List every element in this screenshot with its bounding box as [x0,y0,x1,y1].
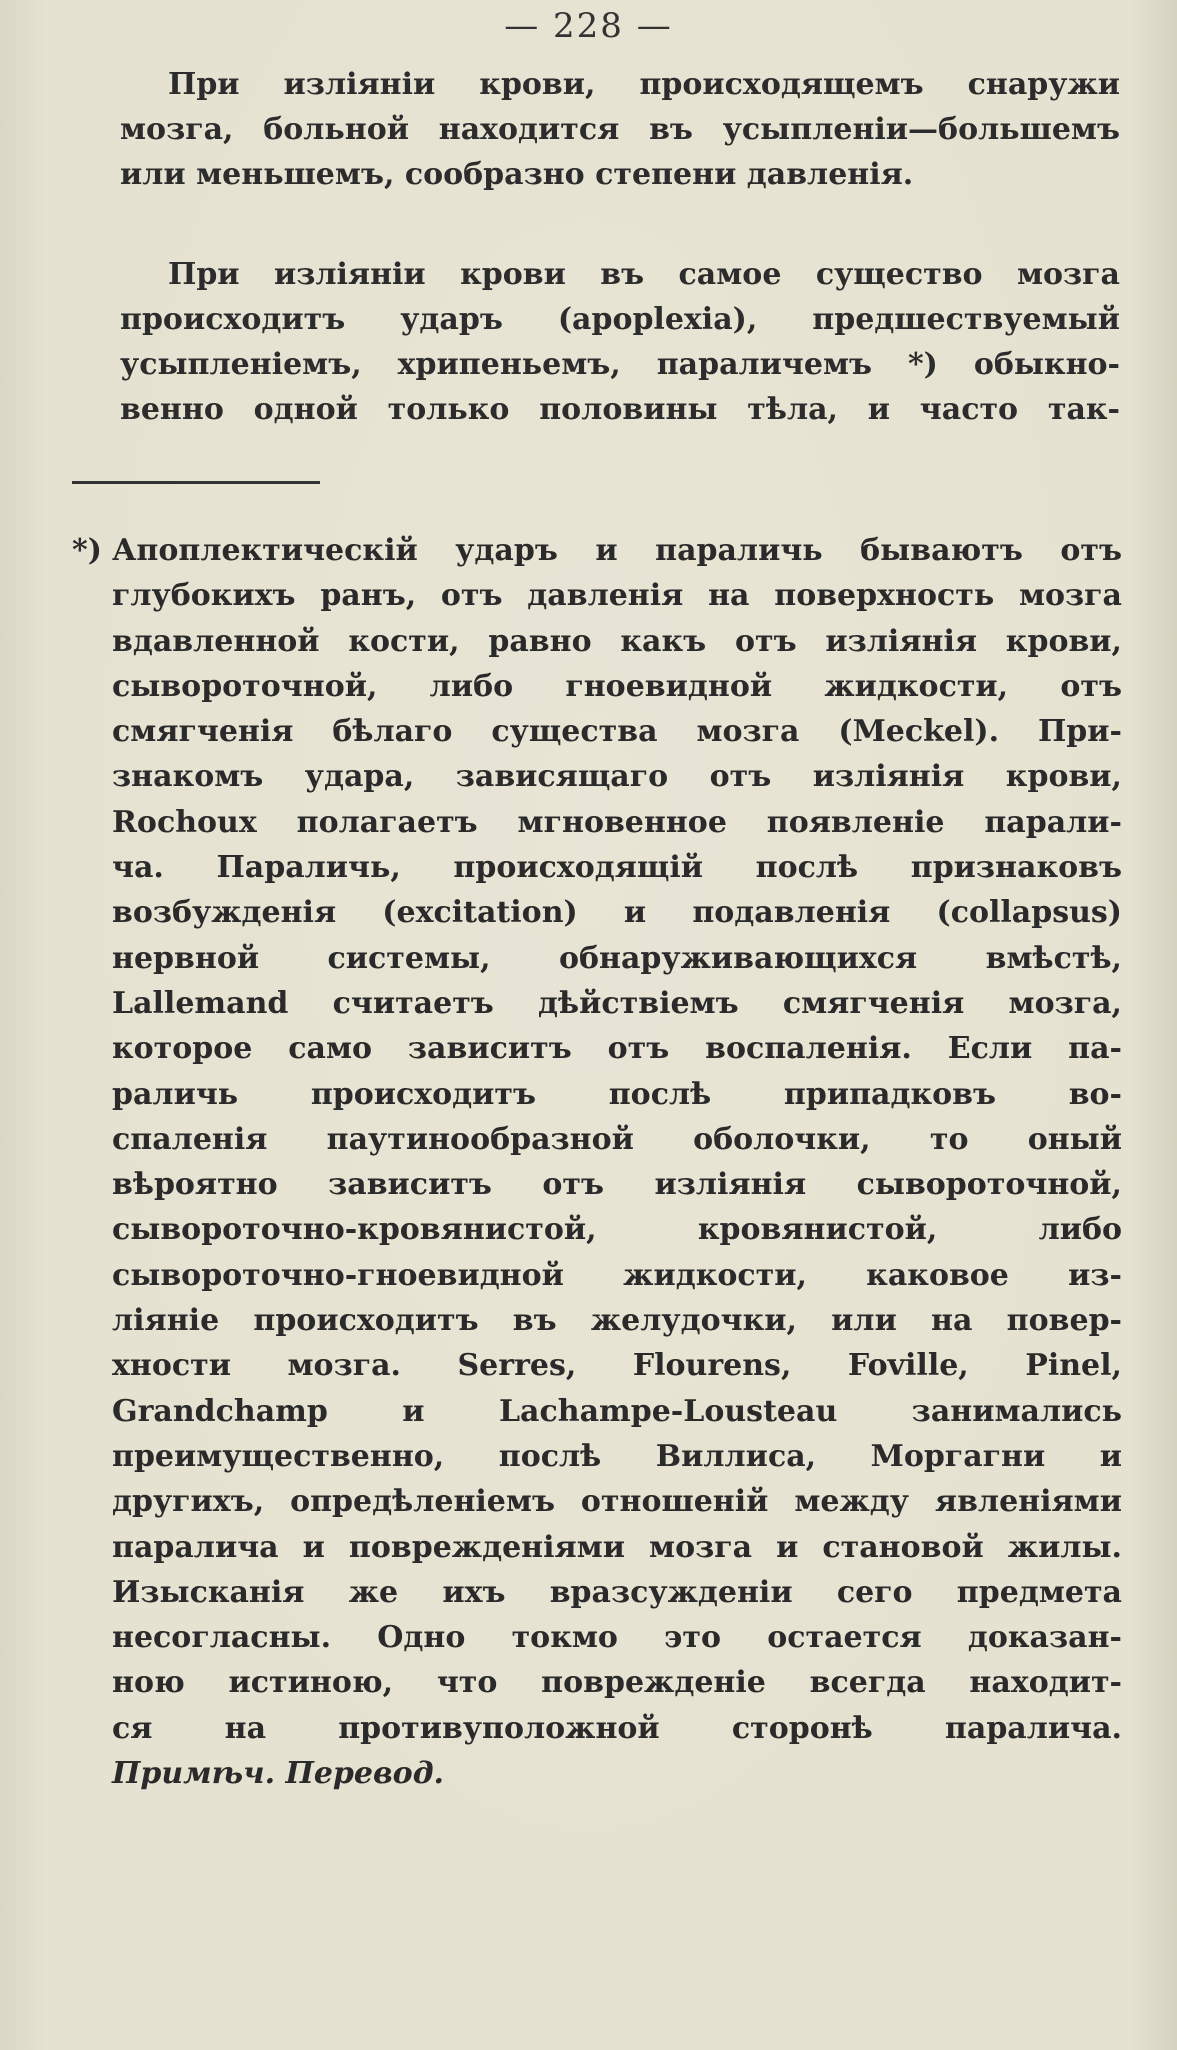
page-number: — 228 — [504,6,673,46]
footnote-line: Изысканія же ихъ вразсужденіи сего предмета [112,1574,1122,1610]
text-line: или меньшемъ, сообразно степени давленія. [120,157,914,192]
footnote-line: сывороточно-кровянистой, кровянистой, либо [112,1212,1122,1248]
footnote-marker: *) [72,533,102,568]
footnote-line: хности мозга. Serres, Flourens, Foville, Pinel, [112,1348,1122,1384]
footnote-line: нервной системы, обнаруживающихся вмѣстѣ, [112,940,1122,976]
footnote-line: несогласны. Одно токмо это остается доказан- [112,1620,1122,1656]
footnote-line: ною истиною, что поврежденіе всегда находит- [112,1665,1122,1701]
footnote-line: ся на противуположной сторонѣ паралича. [112,1710,1122,1746]
footnote-line: другихъ, опредѣленіемъ отношеній между явленіями [112,1484,1122,1520]
footnote-line: паралича и повреждeніями мозга и становой жилы. [112,1529,1122,1565]
paragraph-1 [120,62,1120,197]
footnote-separator [72,481,320,484]
footnote-line [72,528,1122,573]
text-line: венно одной только половины тѣла, и часто так- [120,392,1120,427]
footnote-line: спаленія паутинообразной оболочки, то оный [112,1121,1122,1157]
footnote-line: ча. Параличь, происходящій послѣ признаковъ [112,850,1122,886]
footnote-line: Lallemand считаетъ дѣйствіемъ смягченія мозга, [112,985,1122,1021]
text-line: мозга, больной находится въ усыпленіи—большемъ [120,112,1120,147]
footnote-line: вѣроятно зависитъ отъ изліянія сывороточной, [112,1167,1122,1203]
footnote-line: Rochoux полагаетъ мгновенное появленіе парали- [112,804,1122,840]
footnote-line: преимущественно, послѣ Виллиса, Моргагни и [112,1438,1122,1474]
paragraph-2 [120,252,1120,432]
footnote-line: которое само зависитъ отъ воспаленія. Если па- [112,1031,1122,1067]
footnote-line: вдавленной кости, равно какъ отъ изліянія крови, [112,623,1122,659]
footnote-line: возбужденія (excitation) и подавленія (collapsus) [112,895,1122,931]
footnote-line: знакомъ удара, зависящаго отъ изліянія крови, [112,759,1122,795]
footnote-text: Апоплектическій ударъ и параличь бываютъ отъ [112,533,1122,568]
footnote-line: глубокихъ ранъ, отъ давленія на поверхность мозга [112,578,1122,614]
footnote-attribution: Примѣч. Перевод. [112,1756,444,1792]
footnote-line: раличь происходитъ послѣ припадковъ во- [112,1076,1122,1112]
text-line: При изліяніи крови, происходящемъ снаружи [168,67,1120,102]
footnote [72,528,1122,1796]
footnote-line: Grandchamp и Lachampe-Lousteau занимались [112,1393,1122,1429]
footnote-line: сывороточно-гноевидной жидкости, каковое из- [112,1257,1122,1293]
text-line: происходитъ ударъ (apoplexia), предшествуемый [120,302,1120,337]
footnote-line: смягченія бѣлаго существа мозга (Meckel). При- [112,714,1122,750]
footnote-line: ліяніе происходитъ въ желудочки, или на повер- [112,1303,1122,1339]
footnote-line: сывороточной, либо гноевидной жидкости, отъ [112,668,1122,704]
text-line: При изліяніи крови въ самое существо мозга [168,257,1120,292]
text-line: усыпленіемъ, хрипеньемъ, параличемъ *) обыкно- [120,347,1120,382]
